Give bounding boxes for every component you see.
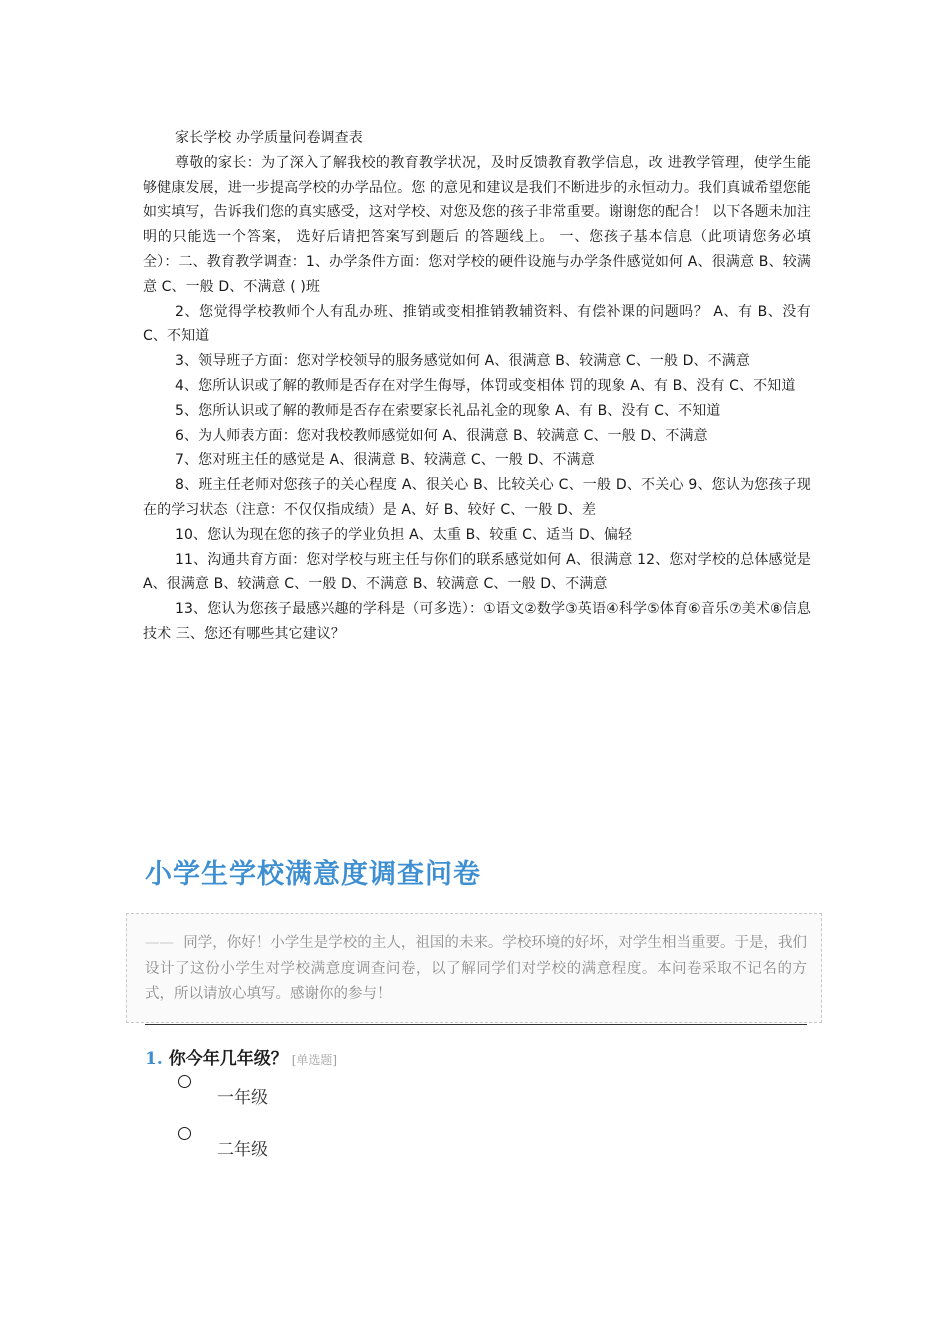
parent-survey-paragraph: 11、沟通共育方面：您对学校与班主任与你们的联系感觉如何 A、很满意 12、您对学校的总体感觉是 A、很满意 B、较满意 C、一般 D、不满意 B、较满意 C、一般 D、不满意: [143, 551, 811, 593]
parent-survey-paragraph: 8、班主任老师对您孩子的关心程度 A、很关心 B、比较关心 C、一般 D、不关心 9、您认为您孩子现在的学习状态（注意：不仅仅指成绩）是 A、好 B、较好 C、一般 D、差: [143, 477, 811, 518]
radio-grade-1[interactable]: [178, 1075, 191, 1088]
question-number: 1.: [145, 1049, 163, 1069]
student-survey-title: 小学生学校满意度调查问卷: [145, 859, 481, 890]
parent-survey-title: 家长学校 办学质量问卷调查表: [175, 130, 363, 146]
intro-dash: ——: [145, 935, 174, 951]
question-text: 你今年几年级？: [168, 1049, 288, 1069]
intro-box: [126, 913, 822, 1023]
parent-survey-paragraph: 5、您所认识或了解的教师是否存在索要家长礼品礼金的现象 A、有 B、没有 C、不知道: [175, 402, 721, 419]
parent-survey-paragraph: 13、您认为您孩子最感兴趣的学科是（可多选）：①语文②数学③英语④科学⑤体育⑥音乐⑦美术⑧信息技术 三、您还有哪些其它建议？: [143, 601, 811, 642]
option-label-grade-1[interactable]: 一年级: [217, 1088, 268, 1108]
parent-survey-paragraph: 尊敬的家长：为了深入了解我校的教育教学状况，及时反馈教育教学信息，改 进教学管理，使学生能够健康发展，进一步提高学校的办学品位。您 的意见和建议是我们不断进步的永恒动力。我们真诚希望您能如实填写，告诉我们您的真实感受，这对学校、对您及您的孩子非常重要。谢谢您的配合！ 以下各题未加注明的只能选一个答案， 选好后请把答案写到题后 的答题线上。 一、您孩子基本信息（此项请您务必填全）：二、教育教学调查：1、办学条件方面：您对学校的硬件设施与办学条件感觉如何 A、很满意 B、较满意 C、一般 D、不满意 ( )班: [143, 154, 811, 295]
parent-survey-paragraph: 2、您觉得学校教师个人有乱办班、推销或变相推销教辅资料、有偿补课的问题吗？ A、有 B、没有 C、不知道: [143, 303, 811, 345]
section-divider: [145, 1024, 807, 1025]
intro-body: 同学，你好！小学生是学校的主人，祖国的未来。学校环境的好坏，对学生相当重要。于是，我们设计了这份小学生对学校满意度调查问卷，以了解同学们对学校的满意程度。本问卷采取不记名的方式，所以请放心填写。感谢你的参与！: [145, 935, 807, 1002]
question-type-tag: [单选题]: [291, 1053, 338, 1067]
parent-survey-paragraph: 7、您对班主任的感觉是 A、很满意 B、较满意 C、一般 D、不满意: [175, 452, 595, 469]
parent-survey-paragraph: 6、为人师表方面：您对我校教师感觉如何 A、很满意 B、较满意 C、一般 D、不满意: [175, 427, 708, 444]
parent-survey-paragraph: 10、您认为现在您的孩子的学业负担 A、太重 B、较重 C、适当 D、偏轻: [175, 526, 633, 543]
intro-text: [145, 931, 807, 1008]
parent-survey: [143, 126, 811, 647]
radio-grade-2[interactable]: [178, 1127, 191, 1140]
question-1: [145, 1044, 337, 1069]
option-label-grade-2[interactable]: 二年级: [217, 1140, 268, 1160]
parent-survey-paragraph: 4、您所认识或了解的教师是否存在对学生侮辱，体罚或变相体 罚的现象 A、有 B、没有 C、不知道: [175, 377, 796, 394]
parent-survey-paragraph: 3、领导班子方面：您对学校领导的服务感觉如何 A、很满意 B、较满意 C、一般 D、不满意: [175, 353, 750, 370]
